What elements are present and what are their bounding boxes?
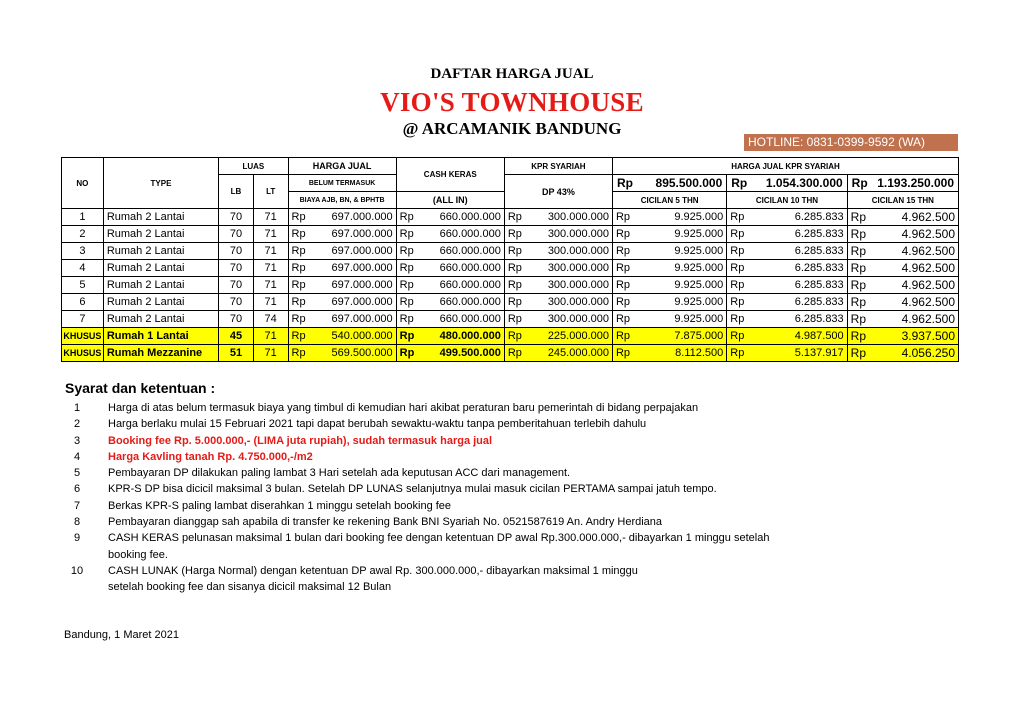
doc-title: DAFTAR HARGA JUAL [430,66,594,82]
cell-cicilan-15 [847,243,958,260]
amount: 660.000.000 [439,228,501,240]
amount: 3.937.500 [901,329,955,343]
currency-label: Rp [615,262,631,274]
cell-kpr [504,277,612,294]
cell-kpr [504,260,612,277]
cell-cicilan-10 [727,328,847,345]
currency-label: Rp [399,262,414,274]
currency-label: Rp [850,312,867,326]
currency-label: Rp [730,313,745,325]
cell-cicilan-5 [612,260,726,277]
term-text: Harga di atas belum termasuk biaya yang timbul di kemudian hari akibat peraturan baru pemerintah di bidang perpajakan [108,402,699,414]
currency-label: Rp [291,313,306,325]
cell-cicilan-15 [847,260,958,277]
amount: 300.000.000 [547,313,609,325]
currency-label: Rp [399,313,414,325]
cell-cicilan-10 [727,345,847,362]
amount: 245.000.000 [547,347,609,359]
cell-cicilan-15 [847,328,958,345]
cell-lb: 70 [219,209,254,226]
header-kpr-syariah: KPR SYARIAH [504,158,612,175]
amount: 4.962.500 [901,244,955,258]
amount: 9.925.000 [674,296,724,308]
term-text: Booking fee Rp. 5.000.000,- (LIMA juta rupiah), sudah termasuk harga jual [108,434,493,447]
cell-cicilan-5 [612,209,726,226]
term-text-continued: setelah booking fee dan sisanya dicicil maksimal 12 Bulan [108,581,392,594]
amount: 697.000.000 [331,313,393,325]
amount: 697.000.000 [331,262,393,274]
amount: 6.285.833 [794,262,844,274]
currency-label: Rp [615,296,631,308]
amount: 300.000.000 [547,262,609,274]
header-harga-jual: HARGA JUAL [288,158,396,175]
amount: 697.000.000 [331,279,393,291]
header-all-in: (ALL IN) [396,192,504,209]
cell-cicilan-5 [612,226,726,243]
cell-no: 6 [62,294,104,311]
kpr-price-value: 1.193.250.000 [877,176,954,190]
cell-cicilan-10 [727,226,847,243]
cell-kpr [504,311,612,328]
amount: 4.962.500 [901,210,955,224]
cell-cicilan-10 [727,311,847,328]
cell-harga [288,260,396,277]
header-cicilan-5: CICILAN 5 THN [612,192,726,209]
term-item [62,400,962,416]
amount: 9.925.000 [674,211,724,223]
term-text: Harga Kavling tanah Rp. 4.750.000,-/m2 [108,450,313,463]
cell-type: Rumah 2 Lantai [103,209,218,226]
currency-label: Rp [850,295,867,309]
cell-cash [396,260,504,277]
term-number: 7 [73,499,81,512]
cell-cash [396,311,504,328]
header-cicilan-10: CICILAN 10 THN [727,192,847,209]
currency-label: Rp [730,330,745,342]
amount: 6.285.833 [794,211,844,223]
term-text: Pembayaran DP dilakukan paling lambat 3 Hari setelah ada keputusan ACC dari management. [108,467,571,480]
term-item [62,498,962,514]
term-number: 1 [73,402,81,414]
cell-lt: 74 [253,311,288,328]
term-number: 10 [70,564,84,577]
cell-lb: 70 [219,260,254,277]
hotline-badge: HOTLINE: 0831-0399-9592 (WA) [744,134,958,151]
currency-label: Rp [399,211,414,223]
term-item [62,449,962,465]
cell-harga [288,311,396,328]
special-row [62,328,959,345]
currency-label: Rp [291,279,306,291]
table-row [62,311,959,328]
amount: 9.925.000 [674,279,724,291]
amount: 300.000.000 [547,211,609,223]
currency-label: Rp [507,313,522,325]
cell-no: 7 [62,311,104,328]
amount: 697.000.000 [331,296,393,308]
term-item-continued [62,547,962,563]
currency-label: Rp [507,330,522,342]
kpr-price-15 [847,175,958,192]
cell-cicilan-15 [847,345,958,362]
amount: 660.000.000 [439,313,501,325]
cell-cicilan-5 [612,311,726,328]
currency-label: Rp [731,176,748,190]
currency-label: Rp [615,211,631,223]
cell-cicilan-15 [847,311,958,328]
term-text: CASH LUNAK (Harga Normal) dengan ketentuan DP awal Rp. 300.000.000,- dibayarkan maksimal 1 minggu [108,564,638,577]
cell-cicilan-10 [727,243,847,260]
currency-label: Rp [615,245,631,257]
currency-label: Rp [507,211,522,223]
currency-label: Rp [730,279,745,291]
kpr-price-10 [727,175,847,192]
cell-cash [396,294,504,311]
currency-label: Rp [850,278,867,292]
cell-cicilan-5 [612,243,726,260]
currency-label: Rp [616,176,633,190]
table-row [62,209,959,226]
cell-no: 1 [62,209,104,226]
cell-cicilan-10 [727,294,847,311]
amount: 4.962.500 [901,227,955,241]
cell-cash [396,345,504,362]
term-number: 4 [73,450,81,463]
cell-type: Rumah 2 Lantai [103,311,218,328]
currency-label: Rp [291,330,306,342]
cell-cicilan-15 [847,226,958,243]
cell-kpr [504,243,612,260]
currency-label: Rp [730,211,745,223]
cell-kpr [504,294,612,311]
currency-label: Rp [399,347,415,359]
amount: 225.000.000 [547,330,609,342]
term-item [62,416,962,432]
cell-lt: 71 [253,294,288,311]
currency-label: Rp [291,347,306,359]
amount: 540.000.000 [331,330,393,342]
cell-harga [288,328,396,345]
currency-label: Rp [850,210,867,224]
price-table [61,157,959,362]
terms-title: Syarat dan ketentuan : [65,380,216,396]
amount: 300.000.000 [547,279,609,291]
amount: 697.000.000 [331,228,393,240]
amount: 4.962.500 [901,278,955,292]
amount: 660.000.000 [439,211,501,223]
cell-no: 4 [62,260,104,277]
cell-cicilan-15 [847,209,958,226]
currency-label: Rp [291,262,306,274]
cell-lt: 71 [253,345,288,362]
header-belum-termasuk: BELUM TERMASUK [288,175,396,192]
cell-cash [396,209,504,226]
amount: 9.925.000 [674,262,724,274]
cell-harga [288,294,396,311]
amount: 6.285.833 [794,245,844,257]
term-text: Berkas KPR-S paling lambat diserahkan 1 minggu setelah booking fee [108,499,452,512]
term-item [62,465,962,481]
cell-cicilan-10 [727,209,847,226]
cell-type: Rumah 2 Lantai [103,226,218,243]
currency-label: Rp [507,296,522,308]
currency-label: Rp [291,245,306,257]
currency-label: Rp [850,227,867,241]
amount: 660.000.000 [439,279,501,291]
cell-type: Rumah 2 Lantai [103,243,218,260]
term-item [62,514,962,530]
currency-label: Rp [730,347,745,359]
cell-cicilan-15 [847,294,958,311]
term-text: CASH KERAS pelunasan maksimal 1 bulan dari booking fee dengan ketentuan DP awal Rp.300.000.000,- dibayarkan 1 minggu setelah [108,532,770,545]
cell-lb: 45 [219,328,254,345]
currency-label: Rp [615,347,631,359]
project-location: @ ARCAMANIK BANDUNG [402,119,622,138]
table-row [62,243,959,260]
header-no: NO [62,158,104,209]
amount: 9.925.000 [674,228,724,240]
cell-cicilan-5 [612,328,726,345]
cell-lb: 70 [219,243,254,260]
amount: 9.925.000 [674,245,724,257]
term-item-continued [62,579,962,595]
currency-label: Rp [399,330,415,342]
amount: 660.000.000 [439,245,501,257]
term-text: Harga berlaku mulai 15 Februari 2021 tapi dapat berubah sewaktu-waktu tanpa pemberitahuan terlebih dahulu [108,418,647,431]
term-item [62,563,962,579]
amount: 4.962.500 [901,312,955,326]
amount: 8.112.500 [675,347,724,359]
amount: 480.000.000 [439,330,501,342]
price-table-body [62,209,959,362]
term-item [62,530,962,546]
currency-label: Rp [291,211,306,223]
term-item [62,433,962,449]
cell-lb: 70 [219,277,254,294]
currency-label: Rp [507,228,522,240]
cell-harga [288,277,396,294]
term-text: KPR-S DP bisa dicicil maksimal 3 bulan. Setelah DP LUNAS selanjutnya mulai masuk cicilan PERTAMA sampai jatuh tempo. [108,483,717,496]
header-cicilan-15: CICILAN 15 THN [847,192,958,209]
currency-label: Rp [615,330,631,342]
cell-harga [288,209,396,226]
special-row [62,345,959,362]
amount: 6.285.833 [794,296,844,308]
amount: 4.056.250 [901,346,955,360]
cell-cicilan-5 [612,294,726,311]
currency-label: Rp [850,244,867,258]
currency-label: Rp [730,245,745,257]
currency-label: Rp [730,262,745,274]
term-number: 6 [73,483,81,496]
currency-label: Rp [851,176,868,190]
currency-label: Rp [507,245,522,257]
table-row [62,277,959,294]
amount: 4.962.500 [901,261,955,275]
header-biaya: BIAYA AJB, BN, & BPHTB [288,192,396,209]
cell-cicilan-15 [847,277,958,294]
cell-lb: 51 [219,345,254,362]
amount: 6.285.833 [794,313,844,325]
cell-no: 3 [62,243,104,260]
currency-label: Rp [399,245,414,257]
currency-label: Rp [507,279,522,291]
header-cash-keras: CASH KERAS [396,158,504,192]
currency-label: Rp [615,313,631,325]
amount: 6.285.833 [794,228,844,240]
amount: 697.000.000 [331,245,393,257]
term-number: 9 [73,532,81,545]
term-number: 3 [73,434,81,447]
cell-cicilan-10 [727,277,847,294]
cell-type: Rumah 2 Lantai [103,294,218,311]
cell-cash [396,277,504,294]
cell-harga [288,345,396,362]
cell-cash [396,243,504,260]
cell-cicilan-10 [727,260,847,277]
footer-date: Bandung, 1 Maret 2021 [64,629,179,641]
amount: 660.000.000 [439,262,501,274]
cell-lt: 71 [253,277,288,294]
header-harga-jual-kpr: HARGA JUAL KPR SYARIAH [612,158,958,175]
cell-lb: 70 [219,294,254,311]
cell-cash [396,226,504,243]
cell-kpr [504,328,612,345]
cell-lb: 70 [219,226,254,243]
header-lt: LT [253,175,288,209]
cell-type: Rumah Mezzanine [103,345,218,362]
amount: 7.875.000 [674,330,724,342]
term-item [62,481,962,497]
cell-lt: 71 [253,260,288,277]
amount: 697.000.000 [331,211,393,223]
cell-cicilan-5 [612,277,726,294]
currency-label: Rp [399,296,414,308]
amount: 300.000.000 [547,228,609,240]
currency-label: Rp [291,228,306,240]
cell-type: Rumah 2 Lantai [103,277,218,294]
currency-label: Rp [615,279,631,291]
cell-lt: 71 [253,226,288,243]
term-text-continued: booking fee. [108,548,168,561]
cell-harga [288,243,396,260]
term-number: 8 [73,516,81,529]
project-name: VIO'S TOWNHOUSE [380,87,644,117]
cell-type: Rumah 1 Lantai [103,328,218,345]
cell-no: KHUSUS [62,328,104,345]
currency-label: Rp [850,329,867,343]
table-row [62,260,959,277]
cell-harga [288,226,396,243]
kpr-price-value: 895.500.000 [655,176,723,190]
currency-label: Rp [615,228,631,240]
table-row [62,226,959,243]
currency-label: Rp [850,346,867,360]
amount: 5.137.917 [794,347,844,359]
term-text: Pembayaran dianggap sah apabila di transfer ke rekening Bank BNI Syariah No. 0521587619 An. Andry Herdiana [108,516,663,529]
cell-no: KHUSUS [62,345,104,362]
cell-kpr [504,209,612,226]
cell-kpr [504,345,612,362]
cell-cicilan-5 [612,345,726,362]
currency-label: Rp [399,228,414,240]
cell-kpr [504,226,612,243]
terms-list [62,400,962,596]
cell-lt: 71 [253,243,288,260]
currency-label: Rp [507,347,522,359]
header-lb: LB [219,175,254,209]
amount: 300.000.000 [547,296,609,308]
amount: 6.285.833 [794,279,844,291]
amount: 4.962.500 [901,295,955,309]
header-luas: LUAS [219,158,288,175]
cell-cash [396,328,504,345]
amount: 569.500.000 [331,347,393,359]
header-dp: DP 43% [504,175,612,209]
cell-lt: 71 [253,209,288,226]
amount: 300.000.000 [547,245,609,257]
currency-label: Rp [291,296,306,308]
term-number: 2 [73,418,81,431]
header-type: TYPE [103,158,218,209]
cell-no: 2 [62,226,104,243]
kpr-price-5 [612,175,726,192]
currency-label: Rp [399,279,414,291]
cell-type: Rumah 2 Lantai [103,260,218,277]
amount: 660.000.000 [439,296,501,308]
currency-label: Rp [507,262,522,274]
cell-lt: 71 [253,328,288,345]
term-number: 5 [73,467,81,480]
currency-label: Rp [730,228,745,240]
amount: 9.925.000 [674,313,724,325]
amount: 4.987.500 [794,330,844,342]
table-row [62,294,959,311]
cell-no: 5 [62,277,104,294]
currency-label: Rp [730,296,745,308]
amount: 499.500.000 [439,347,501,359]
kpr-price-value: 1.054.300.000 [765,176,843,190]
currency-label: Rp [850,261,867,275]
cell-lb: 70 [219,311,254,328]
